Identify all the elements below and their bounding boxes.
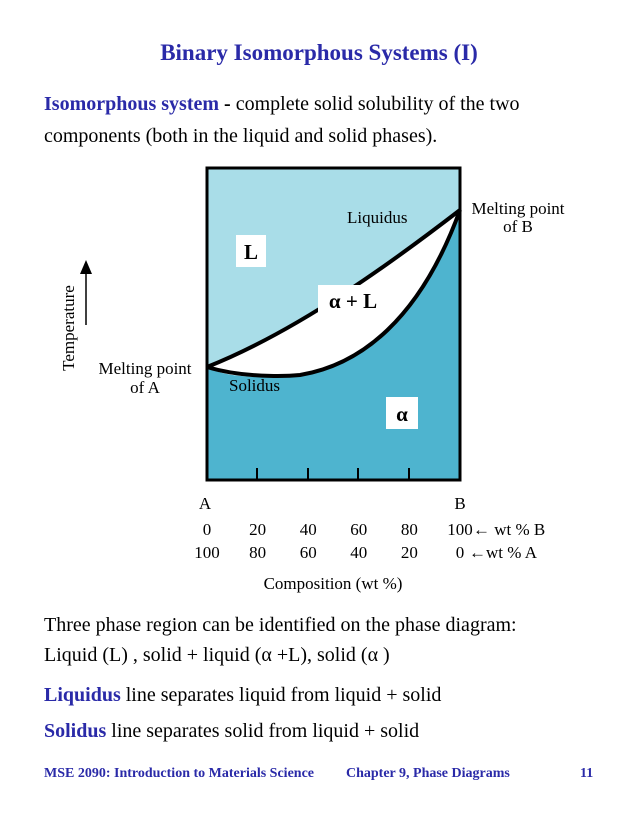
tick-row-wt-b: [203, 520, 473, 539]
phase-region-line2: Liquid (L) , solid + liquid (α +L), solid (α ): [44, 644, 390, 666]
tick-label-wt-b-0: 0: [202, 520, 212, 539]
end-a-label: A: [198, 494, 212, 513]
tick-row-wt-a: [194, 543, 464, 562]
intro-line2: components (both in the liquid and solid phases).: [44, 125, 438, 147]
melting-point-a-line1: Melting point: [98, 359, 192, 378]
region-alpha-l-label: α + L: [328, 289, 378, 313]
end-b-label: B: [454, 494, 466, 513]
tick-label-wt-a-60: 60: [299, 543, 317, 562]
tick-label-wt-b-100: 100: [447, 520, 473, 539]
solidus-text: line separates solid from liquid + solid: [106, 720, 420, 742]
tick-label-wt-a-80: 80: [249, 543, 267, 562]
row1-unit: ← wt % B: [473, 520, 546, 539]
tick-label-wt-b-80: 80: [400, 520, 418, 539]
liquidus-text: line separates liquid from liquid + solid: [120, 684, 442, 706]
tick-label-wt-a-100: 100: [194, 543, 220, 562]
solidus-sentence: [44, 716, 419, 746]
melting-point-a-line2: of A: [130, 378, 160, 397]
intro-paragraph: [44, 88, 604, 152]
footer-chapter: Chapter 9, Phase Diagrams: [346, 766, 510, 781]
intro-separator: -: [219, 93, 236, 115]
tick-label-wt-a-20: 20: [400, 543, 418, 562]
phase-diagram: [0, 150, 638, 600]
liquidus-label: Liquidus: [347, 208, 408, 227]
tick-label-wt-a-40: 40: [350, 543, 368, 562]
tick-label-wt-b-20: 20: [249, 520, 267, 539]
isomorphous-term: Isomorphous system: [44, 93, 220, 115]
y-axis-label: Temperature: [59, 285, 78, 371]
phase-region-line1: Three phase region can be identified on the phase diagram:: [44, 614, 517, 636]
solidus-label: Solidus: [229, 376, 281, 395]
footer-course: MSE 2090: Introduction to Materials Science: [44, 766, 314, 781]
footer-page-number: 11: [580, 766, 594, 781]
melting-point-b-line2: of B: [503, 217, 533, 236]
tick-label-wt-b-60: 60: [350, 520, 368, 539]
solidus-term: Solidus: [44, 720, 107, 742]
y-axis-arrow-head: [80, 260, 92, 274]
melting-point-b-line1: Melting point: [471, 199, 565, 218]
liquidus-sentence: [44, 680, 441, 710]
region-alpha-label: α: [396, 402, 408, 426]
intro-line1: complete solid solubility of the two: [235, 93, 520, 115]
tick-label-wt-b-40: 40: [299, 520, 317, 539]
x-axis-label: Composition (wt %): [263, 574, 403, 593]
liquidus-term: Liquidus: [44, 684, 121, 706]
page-title: Binary Isomorphous Systems (I): [160, 40, 478, 65]
region-l-label: L: [243, 240, 259, 264]
row2-unit: ←wt % A: [469, 543, 537, 562]
tick-label-wt-a-0: 0: [455, 543, 465, 562]
